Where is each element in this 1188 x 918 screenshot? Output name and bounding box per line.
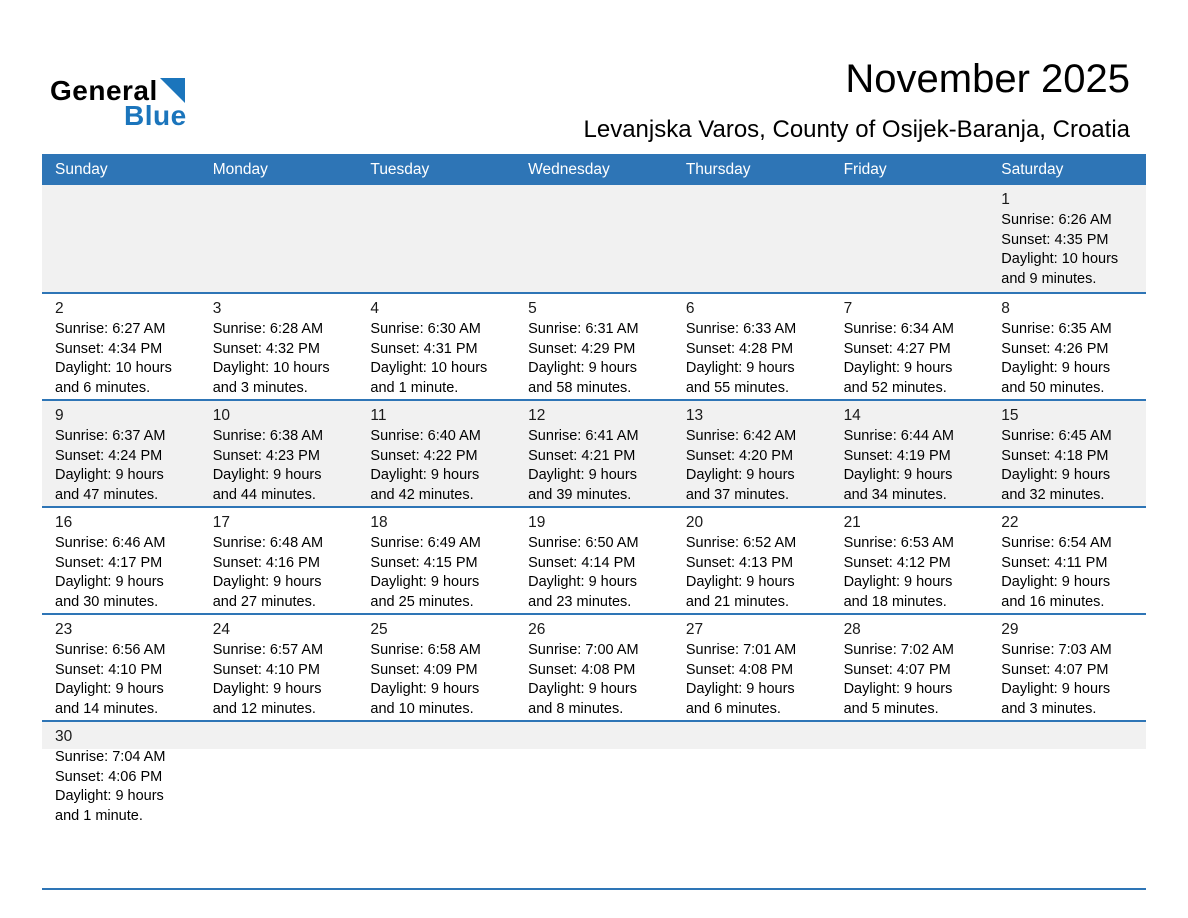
daylight-text: Daylight: 9 hours (370, 681, 480, 697)
daylight-text-cont: and 5 minutes. (843, 700, 939, 717)
day-cell-20 (673, 508, 831, 613)
week-row (42, 506, 1146, 613)
sunrise-text: Sunrise: 6:48 AM (212, 535, 324, 551)
day-number: 3 (212, 300, 222, 317)
daylight-text: Daylight: 9 hours (212, 467, 322, 483)
day-cell-30 (42, 722, 200, 888)
sunset-text: Sunset: 4:27 PM (843, 340, 951, 357)
daylight-text-cont: and 34 minutes. (843, 486, 947, 503)
day-number: 6 (685, 300, 695, 317)
general-blue-logo (50, 75, 187, 131)
daylight-text: Daylight: 10 hours (55, 360, 172, 376)
daylight-text-cont: and 12 minutes. (212, 700, 316, 717)
sunrise-text: Sunrise: 6:35 AM (1001, 321, 1112, 337)
empty-day-cell (200, 722, 358, 888)
sunset-text: Sunset: 4:31 PM (370, 340, 478, 357)
empty-day-cell (357, 722, 515, 888)
sunset-text: Sunset: 4:22 PM (370, 447, 478, 464)
daylight-text-cont: and 1 minute. (370, 379, 459, 396)
daylight-text: Daylight: 9 hours (528, 574, 637, 590)
sunset-text: Sunset: 4:07 PM (1001, 661, 1109, 678)
sunset-text: Sunset: 4:14 PM (528, 554, 636, 571)
weekday-header-wednesday: Wednesday (528, 161, 610, 178)
daylight-text-cont: and 10 minutes. (370, 700, 474, 717)
day-number: 15 (1001, 407, 1019, 424)
weekday-header-thursday: Thursday (685, 161, 751, 178)
sunrise-text: Sunrise: 6:53 AM (843, 535, 954, 551)
day-cell-12 (515, 401, 673, 506)
day-cell-16 (42, 508, 200, 613)
sunset-text: Sunset: 4:12 PM (843, 554, 951, 571)
empty-day-cell (673, 185, 831, 292)
calendar (42, 154, 1146, 890)
sunset-text: Sunset: 4:16 PM (212, 554, 320, 571)
daylight-text-cont: and 52 minutes. (843, 379, 947, 396)
sunrise-text: Sunrise: 6:31 AM (528, 321, 639, 337)
daylight-text: Daylight: 9 hours (1001, 360, 1111, 376)
day-number: 18 (370, 514, 388, 531)
daylight-text-cont: and 9 minutes. (1001, 270, 1097, 287)
weekday-header-sunday: Sunday (55, 161, 108, 178)
calendar-grid (42, 185, 1146, 890)
day-cell-26 (515, 615, 673, 720)
day-cell-11 (357, 401, 515, 506)
day-number: 5 (528, 300, 537, 317)
day-cell-8 (988, 294, 1146, 399)
day-number: 12 (528, 407, 546, 424)
daylight-text: Daylight: 9 hours (212, 574, 322, 590)
daylight-text: Daylight: 9 hours (685, 467, 795, 483)
day-cell-29 (988, 615, 1146, 720)
day-number: 14 (843, 407, 861, 424)
day-cell-9 (42, 401, 200, 506)
weekday-header-row (42, 154, 1146, 185)
daylight-text: Daylight: 9 hours (528, 467, 637, 483)
sunset-text: Sunset: 4:29 PM (528, 340, 636, 357)
daylight-text: Daylight: 9 hours (55, 788, 164, 804)
sunrise-text: Sunrise: 6:56 AM (55, 642, 166, 658)
sunrise-text: Sunrise: 6:58 AM (370, 642, 481, 658)
day-number: 24 (212, 621, 230, 638)
day-number: 20 (685, 514, 704, 531)
daylight-text-cont: and 42 minutes. (370, 486, 474, 503)
day-cell-7 (831, 294, 989, 399)
sunset-text: Sunset: 4:08 PM (685, 661, 794, 678)
sunrise-text: Sunrise: 6:27 AM (55, 321, 166, 337)
sunrise-text: Sunrise: 6:33 AM (685, 321, 797, 337)
day-number: 4 (370, 300, 380, 317)
daylight-text-cont: and 47 minutes. (55, 486, 159, 503)
title-block (584, 56, 1146, 144)
sunrise-text: Sunrise: 6:44 AM (843, 428, 954, 444)
week-row (42, 613, 1146, 720)
daylight-text: Daylight: 9 hours (685, 681, 795, 697)
daylight-text-cont: and 3 minutes. (1001, 700, 1097, 717)
empty-day-cell (673, 722, 831, 888)
daylight-text-cont: and 50 minutes. (1001, 379, 1105, 396)
sunset-text: Sunset: 4:17 PM (55, 554, 163, 571)
empty-day-cell (515, 722, 673, 888)
daylight-text-cont: and 18 minutes. (843, 593, 947, 610)
sunset-text: Sunset: 4:20 PM (685, 447, 794, 464)
day-number: 8 (1001, 300, 1010, 317)
page-top-bar (0, 0, 1188, 144)
daylight-text-cont: and 55 minutes. (685, 379, 790, 396)
sunset-text: Sunset: 4:13 PM (685, 554, 794, 571)
daylight-text-cont: and 39 minutes. (528, 486, 632, 503)
month-title: November 2025 (845, 57, 1130, 101)
daylight-text-cont: and 16 minutes. (1001, 593, 1105, 610)
sunrise-text: Sunrise: 6:41 AM (528, 428, 639, 444)
day-number: 28 (843, 621, 861, 638)
sunset-text: Sunset: 4:10 PM (212, 661, 320, 678)
sunrise-text: Sunrise: 6:50 AM (528, 535, 639, 551)
daylight-text-cont: and 37 minutes. (685, 486, 790, 503)
daylight-text-cont: and 3 minutes. (212, 379, 308, 396)
sunrise-text: Sunrise: 6:30 AM (370, 321, 481, 337)
logo-text-general: General (50, 75, 158, 106)
weekday-header-friday: Friday (843, 161, 887, 178)
sunrise-text: Sunrise: 6:26 AM (1001, 212, 1112, 228)
sunrise-text: Sunrise: 7:00 AM (528, 642, 639, 658)
week-row (42, 292, 1146, 399)
sunset-text: Sunset: 4:26 PM (1001, 340, 1109, 357)
daylight-text: Daylight: 9 hours (1001, 681, 1111, 697)
week-row (42, 399, 1146, 506)
daylight-text: Daylight: 10 hours (212, 360, 330, 376)
sunrise-text: Sunrise: 6:40 AM (370, 428, 481, 444)
day-number: 13 (685, 407, 704, 424)
week-row (42, 720, 1146, 888)
daylight-text-cont: and 30 minutes. (55, 593, 159, 610)
sunset-text: Sunset: 4:06 PM (55, 768, 163, 785)
empty-day-cell (42, 185, 200, 292)
day-number: 22 (1001, 514, 1019, 531)
sunset-text: Sunset: 4:08 PM (528, 661, 636, 678)
daylight-text: Daylight: 9 hours (212, 681, 322, 697)
sunrise-text: Sunrise: 7:04 AM (55, 749, 166, 765)
daylight-text-cont: and 21 minutes. (685, 593, 790, 610)
day-cell-1 (988, 185, 1146, 292)
day-number: 25 (370, 621, 388, 638)
day-number: 30 (55, 728, 73, 745)
daylight-text: Daylight: 9 hours (685, 574, 795, 590)
empty-day-cell (200, 185, 358, 292)
daylight-text-cont: and 14 minutes. (55, 700, 159, 717)
day-number: 2 (55, 300, 64, 317)
daylight-text: Daylight: 10 hours (370, 360, 488, 376)
day-number: 10 (212, 407, 230, 424)
day-cell-17 (200, 508, 358, 613)
location-subtitle: Levanjska Varos, County of Osijek-Baranja, Croatia (583, 116, 1130, 143)
sunrise-text: Sunrise: 6:28 AM (212, 321, 324, 337)
day-number: 11 (370, 407, 387, 424)
sunset-text: Sunset: 4:28 PM (685, 340, 794, 357)
day-cell-24 (200, 615, 358, 720)
sunrise-text: Sunrise: 7:01 AM (685, 642, 797, 658)
day-cell-27 (673, 615, 831, 720)
sunset-text: Sunset: 4:07 PM (843, 661, 951, 678)
empty-day-cell (515, 185, 673, 292)
sunrise-text: Sunrise: 6:34 AM (843, 321, 954, 337)
day-cell-14 (831, 401, 989, 506)
sunrise-text: Sunrise: 7:02 AM (843, 642, 954, 658)
daylight-text: Daylight: 9 hours (843, 467, 953, 483)
day-number: 27 (685, 621, 704, 638)
daylight-text: Daylight: 9 hours (528, 681, 637, 697)
daylight-text: Daylight: 9 hours (528, 360, 637, 376)
sunset-text: Sunset: 4:32 PM (212, 340, 320, 357)
sunrise-text: Sunrise: 6:37 AM (55, 428, 166, 444)
daylight-text-cont: and 27 minutes. (212, 593, 316, 610)
day-number: 21 (843, 514, 861, 531)
sunset-text: Sunset: 4:34 PM (55, 340, 163, 357)
day-cell-15 (988, 401, 1146, 506)
daylight-text: Daylight: 9 hours (1001, 467, 1111, 483)
weekday-header-saturday: Saturday (1001, 161, 1064, 178)
day-cell-18 (357, 508, 515, 613)
empty-day-cell (988, 722, 1146, 888)
sunrise-text: Sunrise: 6:52 AM (685, 535, 797, 551)
day-cell-22 (988, 508, 1146, 613)
sunrise-text: Sunrise: 6:54 AM (1001, 535, 1112, 551)
logo-text-blue: Blue (124, 100, 187, 131)
week-row (42, 185, 1146, 292)
daylight-text: Daylight: 9 hours (370, 574, 480, 590)
empty-day-cell (831, 722, 989, 888)
day-cell-25 (357, 615, 515, 720)
sunrise-text: Sunrise: 6:46 AM (55, 535, 166, 551)
day-cell-23 (42, 615, 200, 720)
sunset-text: Sunset: 4:35 PM (1001, 231, 1109, 248)
day-cell-13 (673, 401, 831, 506)
daylight-text-cont: and 25 minutes. (370, 593, 474, 610)
daylight-text: Daylight: 9 hours (685, 360, 795, 376)
daylight-text: Daylight: 9 hours (55, 574, 164, 590)
day-cell-4 (357, 294, 515, 399)
daylight-text: Daylight: 9 hours (843, 360, 953, 376)
day-cell-2 (42, 294, 200, 399)
sunset-text: Sunset: 4:11 PM (1001, 554, 1108, 571)
daylight-text-cont: and 8 minutes. (528, 700, 624, 717)
day-number: 23 (55, 621, 73, 638)
sunset-text: Sunset: 4:15 PM (370, 554, 478, 571)
day-cell-3 (200, 294, 358, 399)
daylight-text: Daylight: 9 hours (55, 681, 164, 697)
day-number: 16 (55, 514, 73, 531)
day-number: 29 (1001, 621, 1019, 638)
daylight-text-cont: and 58 minutes. (528, 379, 632, 396)
empty-day-cell (831, 185, 989, 292)
daylight-text: Daylight: 9 hours (55, 467, 164, 483)
day-cell-28 (831, 615, 989, 720)
sunset-text: Sunset: 4:24 PM (55, 447, 163, 464)
day-number: 26 (528, 621, 546, 638)
day-cell-5 (515, 294, 673, 399)
sunrise-text: Sunrise: 7:03 AM (1001, 642, 1112, 658)
sunrise-text: Sunrise: 6:38 AM (212, 428, 324, 444)
daylight-text-cont: and 44 minutes. (212, 486, 316, 503)
day-cell-10 (200, 401, 358, 506)
daylight-text-cont: and 1 minute. (55, 807, 143, 824)
daylight-text: Daylight: 10 hours (1001, 251, 1119, 267)
daylight-text: Daylight: 9 hours (843, 574, 953, 590)
day-number: 9 (55, 407, 64, 424)
sunrise-text: Sunrise: 6:42 AM (685, 428, 797, 444)
day-number: 7 (843, 300, 853, 317)
sunset-text: Sunset: 4:23 PM (212, 447, 320, 464)
sunset-text: Sunset: 4:19 PM (843, 447, 951, 464)
day-number: 1 (1001, 191, 1010, 208)
sunrise-text: Sunrise: 6:49 AM (370, 535, 481, 551)
sunrise-text: Sunrise: 6:45 AM (1001, 428, 1112, 444)
daylight-text-cont: and 6 minutes. (685, 700, 781, 717)
sunset-text: Sunset: 4:10 PM (55, 661, 163, 678)
sunset-text: Sunset: 4:18 PM (1001, 447, 1109, 464)
day-number: 19 (528, 514, 546, 531)
daylight-text-cont: and 6 minutes. (55, 379, 151, 396)
daylight-text: Daylight: 9 hours (370, 467, 480, 483)
empty-day-cell (357, 185, 515, 292)
daylight-text: Daylight: 9 hours (843, 681, 953, 697)
day-cell-6 (673, 294, 831, 399)
sunset-text: Sunset: 4:21 PM (528, 447, 636, 464)
day-cell-19 (515, 508, 673, 613)
daylight-text-cont: and 32 minutes. (1001, 486, 1105, 503)
day-cell-21 (831, 508, 989, 613)
sunset-text: Sunset: 4:09 PM (370, 661, 478, 678)
weekday-header-monday: Monday (212, 161, 268, 178)
day-number: 17 (212, 514, 230, 531)
daylight-text-cont: and 23 minutes. (528, 593, 632, 610)
weekday-header-tuesday: Tuesday (370, 161, 430, 178)
daylight-text: Daylight: 9 hours (1001, 574, 1111, 590)
sunrise-text: Sunrise: 6:57 AM (212, 642, 324, 658)
